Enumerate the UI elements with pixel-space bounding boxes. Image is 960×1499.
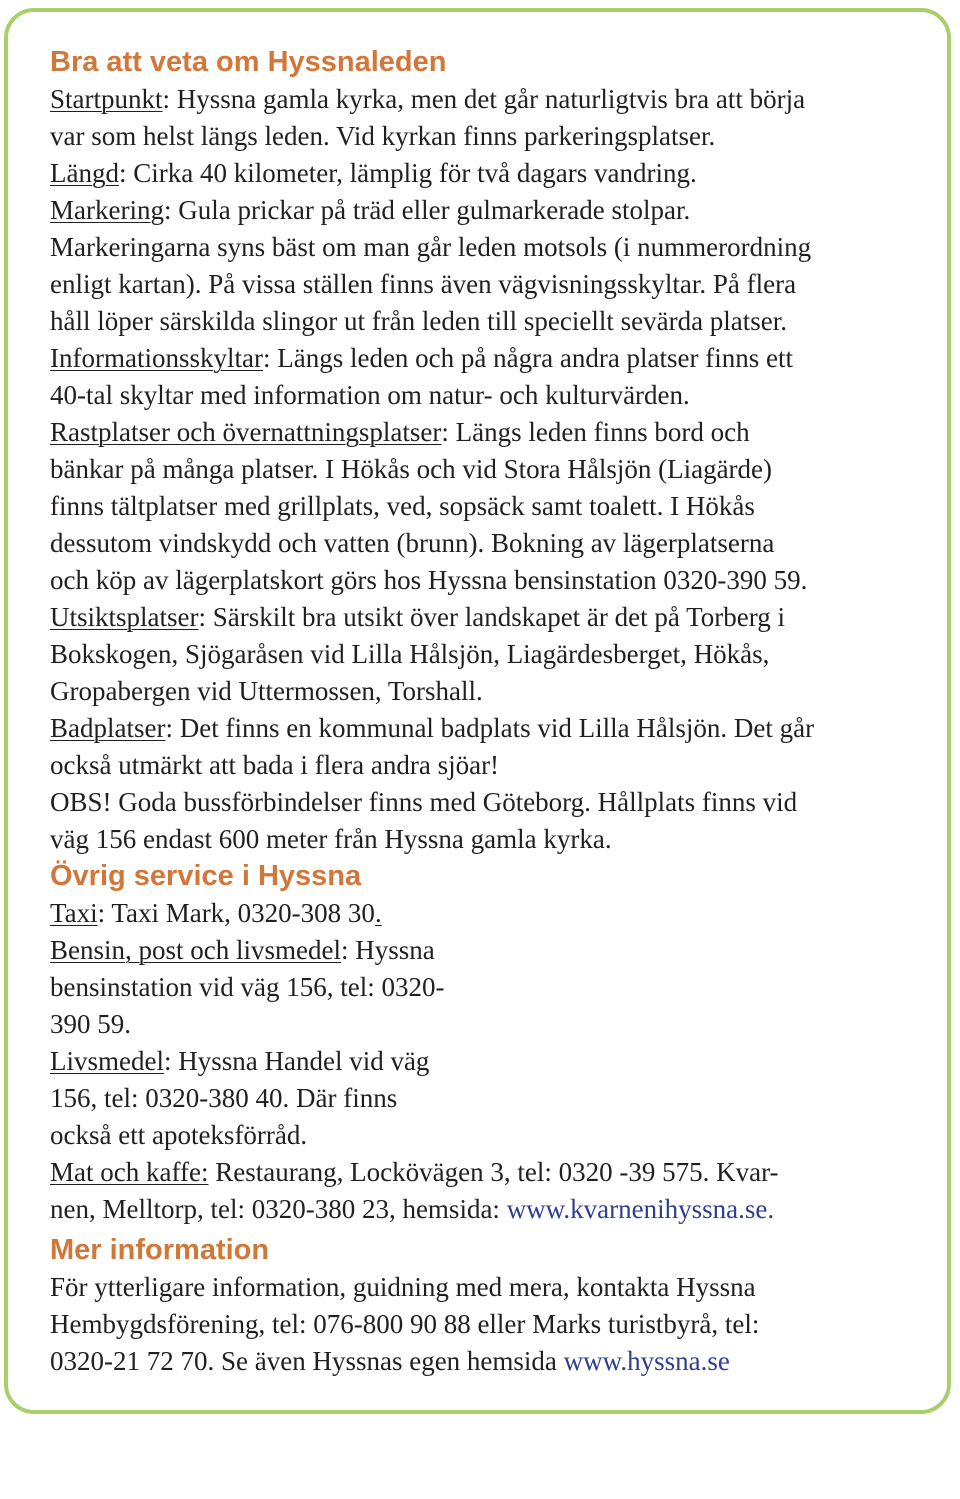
link-hyssna[interactable]: www.hyssna.se — [563, 1346, 730, 1376]
text-line: 390 59. — [50, 1009, 131, 1039]
info-box-content — [50, 44, 930, 1380]
label-markering: Markering — [50, 195, 164, 225]
text-line: enligt kartan). På vissa ställen finns även vägvisningsskyltar. På flera — [50, 269, 797, 299]
text-line — [50, 895, 930, 932]
text-line: OBS! Goda bussförbindelser finns med Göteborg. Hållplats finns vid — [50, 787, 798, 817]
text-line: Bokskogen, Sjögaråsen vid Lilla Hålsjön, Liagärdesberget, Hökås, — [50, 639, 770, 669]
text-line: Markeringarna syns bäst om man går leden motsols (i nummerordning — [50, 232, 812, 262]
text-line: finns tältplatser med grillplats, ved, sopsäck samt toalett. I Hökås — [50, 491, 755, 521]
heading-ovrig-service: Övrig service i Hyssna — [50, 860, 362, 892]
text-line — [50, 932, 930, 969]
text-line: också ett apoteksförråd. — [50, 1120, 308, 1150]
text-line — [50, 414, 930, 451]
text-line — [50, 192, 930, 229]
text-line — [50, 710, 930, 747]
text-rastplatser: : Längs leden finns bord och — [441, 417, 750, 447]
text-line — [50, 1154, 930, 1191]
text-line: Gropabergen vid Uttermossen, Torshall. — [50, 676, 483, 706]
label-startpunkt: Startpunkt — [50, 84, 163, 114]
text-line: bänkar på många platser. I Hökås och vid Stora Hålsjön (Liagärde) — [50, 454, 773, 484]
text-badplatser: : Det finns en kommunal badplats vid Lilla Hålsjön. Det går — [165, 713, 815, 743]
text-livsmedel: : Hyssna Handel vid väg — [163, 1046, 430, 1076]
text-informationsskyltar: : Längs leden och på några andra platser finns ett — [262, 343, 794, 373]
text-line: också utmärkt att bada i flera andra sjöar! — [50, 750, 500, 780]
text-line — [50, 155, 930, 192]
text-line — [50, 81, 930, 118]
text-line — [50, 1043, 930, 1080]
text-taxi-end: . — [374, 898, 382, 928]
label-bensin: Bensin, post och livsmedel — [50, 935, 341, 965]
text-line: håll löper särskilda slingor ut från leden till speciellt sevärda platser. — [50, 306, 788, 336]
heading-mer-information: Mer information — [50, 1234, 270, 1266]
text-line: 156, tel: 0320-380 40. Där finns — [50, 1083, 398, 1113]
text-line — [50, 1191, 930, 1228]
label-livsmedel: Livsmedel — [50, 1046, 164, 1076]
text-bensin: : Hyssna — [340, 935, 435, 965]
text-mat-och-kaffe: Restaurang, Lockövägen 3, tel: 0320 -39 575. Kvar- — [208, 1157, 779, 1187]
text-line: bensinstation vid väg 156, tel: 0320- — [50, 972, 445, 1002]
text-line: Hembygdsförening, tel: 076-800 90 88 eller Marks turistbyrå, tel: — [50, 1309, 760, 1339]
label-taxi: Taxi — [50, 898, 98, 928]
text-line: dessutom vindskydd och vatten (brunn). Bokning av lägerplatserna — [50, 528, 775, 558]
label-mat-och-kaffe: Mat och kaffe: — [50, 1157, 209, 1187]
text-utsiktsplatser: : Särskilt bra utsikt över landskapet är det på Torberg i — [198, 602, 785, 632]
text-line: För ytterligare information, guidning med mera, kontakta Hyssna — [50, 1272, 756, 1302]
heading-bra-att-veta: Bra att veta om Hyssnaleden — [50, 46, 447, 78]
text-hemsida: 0320-21 72 70. Se även Hyssnas egen hemsida — [50, 1346, 564, 1376]
label-informationsskyltar: Informationsskyltar — [50, 343, 263, 373]
text-langd: : Cirka 40 kilometer, lämplig för två dagars vandring. — [118, 158, 697, 188]
text-line — [50, 340, 930, 377]
text-line: och köp av lägerplatskort görs hos Hyssna bensinstation 0320-390 59. — [50, 565, 808, 595]
text-kvarnen: nen, Melltorp, tel: 0320-380 23, hemsida: — [50, 1194, 507, 1224]
label-utsiktsplatser: Utsiktsplatser — [50, 602, 199, 632]
label-rastplatser: Rastplatser och övernattningsplatser — [50, 417, 442, 447]
text-line: var som helst längs leden. Vid kyrkan finns parkeringsplatser. — [50, 121, 716, 151]
text-startpunkt: : Hyssna gamla kyrka, men det går naturligtvis bra att börja — [162, 84, 806, 114]
text-line: väg 156 endast 600 meter från Hyssna gamla kyrka. — [50, 824, 612, 854]
label-badplatser: Badplatser — [50, 713, 166, 743]
text-line: 40-tal skyltar med information om natur- och kulturvärden. — [50, 380, 690, 410]
text-markering: : Gula prickar på träd eller gulmarkerade stolpar. — [163, 195, 691, 225]
text-line — [50, 599, 930, 636]
label-langd: Längd — [50, 158, 119, 188]
text-line — [50, 1343, 930, 1380]
link-kvarnen[interactable]: www.kvarnenihyssna.se. — [506, 1194, 775, 1224]
text-taxi: : Taxi Mark, 0320-308 30 — [97, 898, 375, 928]
